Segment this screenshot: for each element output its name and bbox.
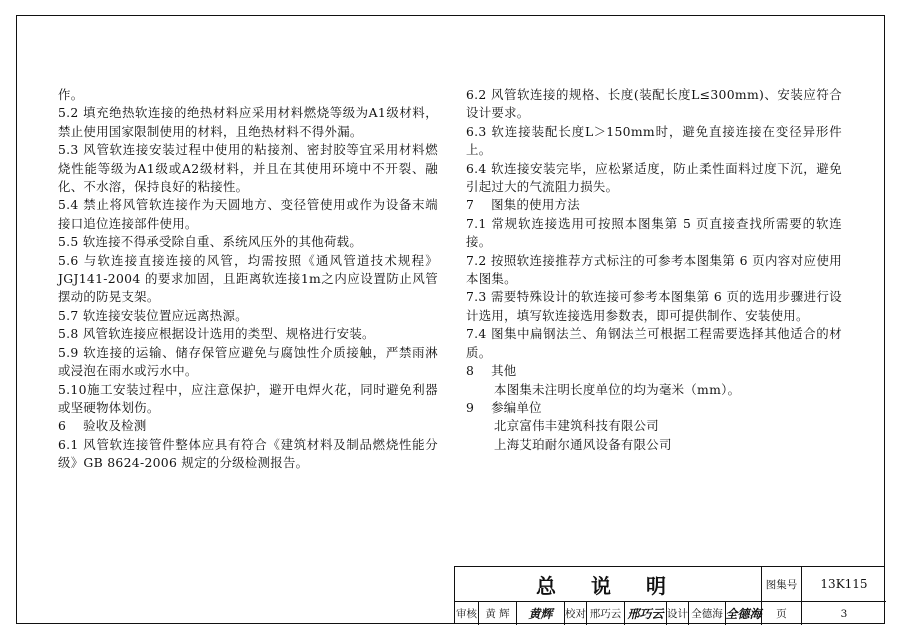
clause-5-3: 5.3 风管软连接安装过程中使用的粘接剂、密封胶等宜采用材料燃烧性能等级为A1级或A2级材料，并且在其使用环境中不开裂、融化、不水溶，保持良好的粘接性。 xyxy=(58,142,438,195)
section-7-heading: 7 图集的使用方法 xyxy=(466,197,580,213)
clause-6-3: 6.3 软连接装配长度L＞150mm时，避免直接连接在变径异形件上。 xyxy=(466,123,842,158)
clause-6-1: 6.1 风管软连接管件整体应具有符合《建筑材料及制品燃烧性能分级》GB 8624-2006 规定的分级检测报告。 xyxy=(58,436,438,471)
review-signature: 黄辉 xyxy=(517,602,565,625)
design-signature: 全德海 xyxy=(726,602,762,625)
design-name: 全德海 xyxy=(689,602,726,625)
contributor-1: 北京富伟丰建筑科技有限公司 xyxy=(494,418,659,434)
clause-7-4: 7.4 图集中扁钢法兰、角钢法兰可根据工程需要选择其他适合的材质。 xyxy=(466,326,842,360)
atlas-number-label: 图集号 xyxy=(762,567,802,602)
section-8-heading: 8 其他 xyxy=(466,363,517,379)
clause-8-text: 本图集未注明长度单位的均为毫米（mm）。 xyxy=(494,381,741,397)
check-name: 邢巧云 xyxy=(587,602,625,625)
design-label: 设计 xyxy=(667,602,689,625)
contributor-2: 上海艾珀耐尔通风设备有限公司 xyxy=(494,436,672,452)
right-text-column xyxy=(466,86,842,454)
atlas-number: 13K115 xyxy=(802,567,886,602)
check-label: 校对 xyxy=(565,602,587,625)
review-label: 审核 xyxy=(455,602,479,625)
signature-row xyxy=(455,602,886,625)
page-number: 3 xyxy=(840,607,848,620)
clause-5-4: 5.4 禁止将风管软连接作为天圆地方、变径管使用或作为设备末端接口追位连接部件使用。 xyxy=(58,197,438,231)
sheet-title: 总 说 明 xyxy=(455,567,762,602)
clause-5-10: 5.10施工安装过程中，应注意保护，避开电焊火花，同时避免利器或坚硬物体划伤。 xyxy=(58,381,438,415)
section-9-heading: 9 参编单位 xyxy=(466,399,542,415)
section-6-heading: 6 验收及检测 xyxy=(58,418,147,434)
clause-6-2: 6.2 风管软连接的规格、长度(装配长度L≤300mm)、安装应符合设计要求。 xyxy=(466,87,842,121)
clause-7-2: 7.2 按照软连接推荐方式标注的可参考本图集第 6 页内容对应使用本图集。 xyxy=(466,252,842,287)
left-text-column xyxy=(58,86,438,473)
clause-7-1: 7.1 常规软连接选用可按照本图集第 5 页直接查找所需要的软连接。 xyxy=(466,215,842,250)
clause-5-6: 5.6 与软连接直接连接的风管，均需按照《通风管道技术规程》JGJ141-2004 的要求加固，且距离软连接1m之内应设置防止风管摆动的防晃支架。 xyxy=(58,252,438,305)
clause-5-2: 5.2 填充绝热软连接的绝热材料应采用材料燃烧等级为A1级材料，禁止使用国家限制使用的材料，且绝热材料不得外漏。 xyxy=(58,105,438,139)
check-signature: 邢巧云 xyxy=(625,602,667,625)
review-name: 黄 辉 xyxy=(479,602,517,625)
clause-5-9: 5.9 软连接的运输、储存保管应避免与腐蚀性介质接触，严禁雨淋或浸泡在雨水或污水中。 xyxy=(58,344,438,379)
title-block xyxy=(454,566,885,624)
paragraph-continuation: 作。 xyxy=(58,87,84,102)
clause-6-4: 6.4 软连接安装完毕，应松紧适度，防止柔性面料过度下沉，避免引起过大的气流阻力损失。 xyxy=(466,160,842,195)
clause-5-8: 5.8 风管软连接应根据设计选用的类型、规格进行安装。 xyxy=(58,326,375,342)
clause-5-5: 5.5 软连接不得承受除自重、系统风压外的其他荷载。 xyxy=(58,234,363,250)
clause-7-3: 7.3 需要特殊设计的软连接可参考本图集第 6 页的选用步骤进行设计选用，填写软连接选用参数表，即可提供制作、安装使用。 xyxy=(466,289,842,323)
page-label: 页 xyxy=(762,602,802,625)
clause-5-7: 5.7 软连接安装位置应远离热源。 xyxy=(58,307,248,323)
